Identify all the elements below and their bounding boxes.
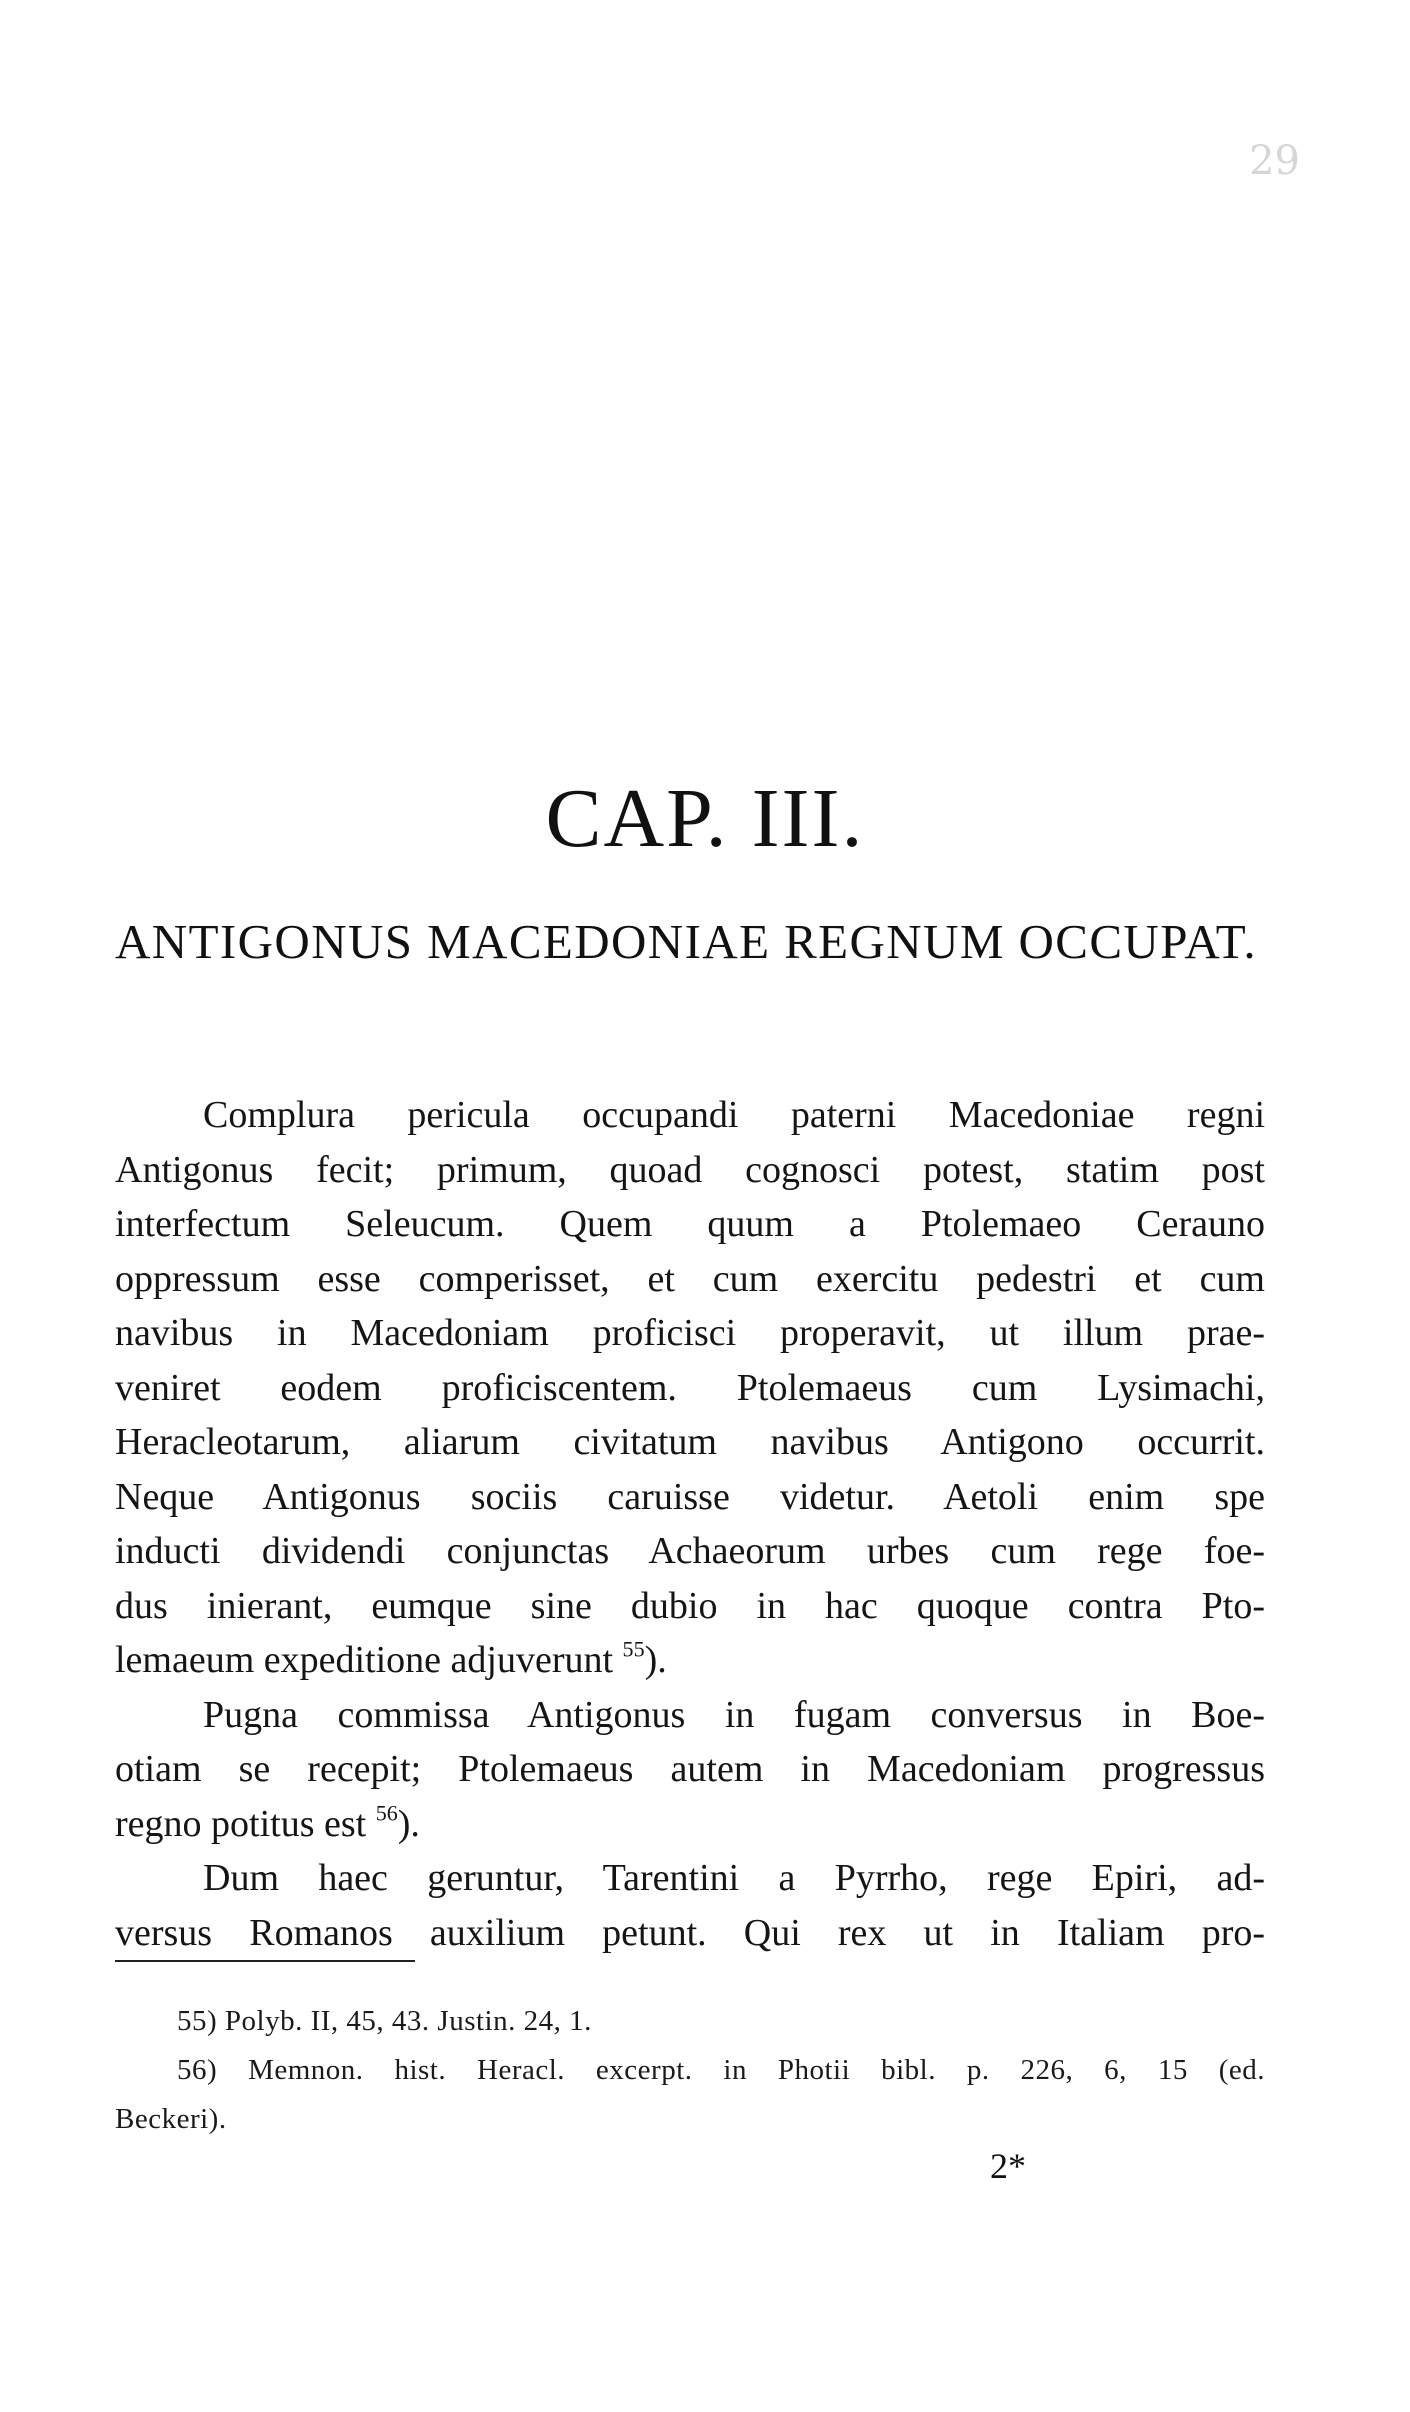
text-line: interfectum Seleucum. Quem quum a Ptolemaeo Cerauno	[115, 1203, 1265, 1245]
text-line: Heracleotarum, aliarum civitatum navibus Antigono occurrit.	[115, 1421, 1265, 1463]
text-line: Neque Antigonus sociis caruisse videtur. Aetoli enim spe	[115, 1475, 1265, 1518]
footnote-number: 56)	[177, 2054, 218, 2086]
text-line: versus Romanos auxilium petunt. Qui rex ut in Italiam pro-	[115, 1911, 1265, 1954]
text-segment: ).	[644, 1639, 667, 1681]
footnote-divider	[115, 1960, 415, 1962]
footnote	[115, 1997, 1265, 2046]
body-text	[115, 1088, 1265, 1960]
text-line: Dum haec geruntur, Tarentini a Pyrrho, rege Epiri, ad-	[203, 1857, 1265, 1899]
text-line: navibus in Macedoniam proficisci properavit, ut illum prae-	[115, 1312, 1265, 1354]
chapter-title: ANTIGONUS MACEDONIAE REGNUM OCCUPAT.	[115, 914, 1258, 969]
footnote-ref: 55	[622, 1636, 645, 1662]
signature-mark: 2*	[990, 2146, 1026, 2186]
text-line: oppressum esse comperisset, et cum exercitu pedestri et cum	[115, 1257, 1265, 1300]
footnote	[115, 2046, 1265, 2095]
footnote-ref: 56	[375, 1800, 398, 1826]
footnote-text: Polyb. II, 45, 43. Justin. 24, 1.	[224, 2005, 592, 2037]
text-line: dus inierant, eumque sine dubio in hac quoque contra Pto-	[115, 1584, 1265, 1627]
text-segment: regno potitus est	[115, 1802, 367, 1845]
text-line: otiam se recepit; Ptolemaeus autem in Macedoniam progressus	[115, 1748, 1265, 1790]
footnote-text: Memnon. hist. Heracl. excerpt. in Photii bibl. p. 226, 6, 15 (ed.	[248, 2054, 1265, 2086]
text-line	[115, 1797, 1265, 1852]
text-line: Pugna commissa Antigonus in fugam conversus in Boe-	[203, 1693, 1265, 1736]
text-line: Antigonus fecit; primum, quoad cognosci potest, statim post	[115, 1148, 1265, 1191]
text-line: veniret eodem proficiscentem. Ptolemaeus cum Lysimachi,	[115, 1366, 1265, 1409]
footnote-continuation: Beckeri).	[115, 2103, 227, 2135]
footnote-number: 55)	[177, 2005, 218, 2037]
text-segment: ).	[397, 1802, 420, 1845]
page-number: 29	[1249, 138, 1300, 184]
footnotes	[115, 1997, 1265, 2144]
text-line: Complura pericula occupandi paterni Macedoniae regni	[203, 1094, 1265, 1136]
chapter-heading: CAP. III.	[545, 772, 865, 865]
text-line	[115, 1633, 1265, 1688]
text-line: inducti dividendi conjunctas Achaeorum urbes cum rege foe-	[115, 1530, 1265, 1572]
text-segment: lemaeum expeditione adjuverunt	[115, 1639, 614, 1681]
